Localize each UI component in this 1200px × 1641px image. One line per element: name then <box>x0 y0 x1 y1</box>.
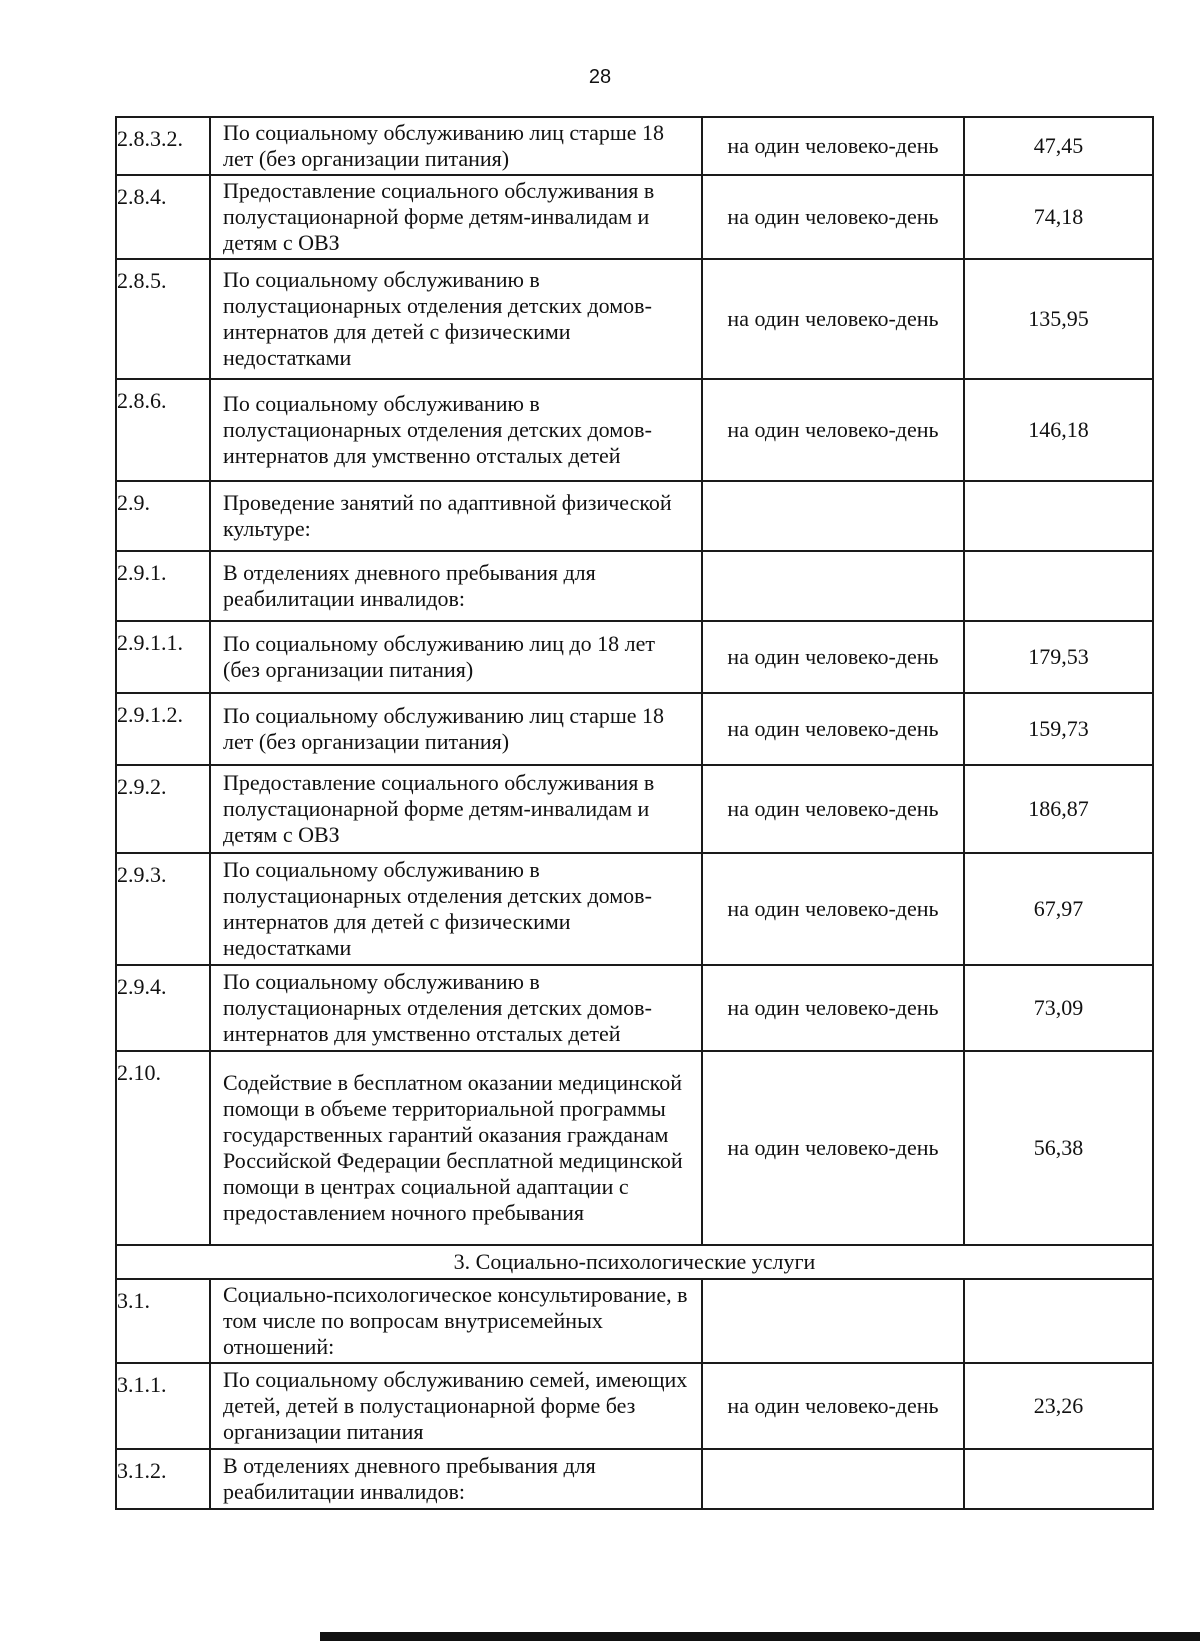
row-value: 135,95 <box>964 259 1153 379</box>
row-value: 179,53 <box>964 621 1153 693</box>
row-unit: на один человеко-день <box>702 175 964 259</box>
row-description: Содействие в бесплатном оказании медицинской помощи в объеме территориальной программы государственных гарантий оказания гражданам Российской Федерации бесплатной медицинской помощи в центрах социальной адаптации с предоставлением ночного пребывания <box>210 1051 702 1245</box>
row-number: 2.8.6. <box>116 379 210 481</box>
row-description: По социальному обслуживанию в полустационарных отделения детских домов-интернатов для детей с физическими недостатками <box>210 853 702 965</box>
row-description: Социально-психологическое консультирование, в том числе по вопросам внутрисемейных отношений: <box>210 1279 702 1363</box>
row-value <box>964 481 1153 551</box>
table-row <box>116 175 1153 259</box>
page-number: 28 <box>588 66 612 88</box>
row-description: По социальному обслуживанию лиц старше 18 лет (без организации питания) <box>210 693 702 765</box>
table-row <box>116 765 1153 853</box>
row-unit: на один человеко-день <box>702 965 964 1051</box>
row-description: По социальному обслуживанию в полустационарных отделения детских домов-интернатов для умственно отсталых детей <box>210 965 702 1051</box>
table-row <box>116 551 1153 621</box>
table-row <box>116 965 1153 1051</box>
row-unit: на один человеко-день <box>702 853 964 965</box>
row-unit: на один человеко-день <box>702 621 964 693</box>
table-row <box>116 117 1153 175</box>
row-value <box>964 551 1153 621</box>
row-number: 2.8.4. <box>116 175 210 259</box>
row-description: Проведение занятий по адаптивной физической культуре: <box>210 481 702 551</box>
table-row <box>116 853 1153 965</box>
row-number: 2.9.1.1. <box>116 621 210 693</box>
row-unit <box>702 551 964 621</box>
row-number: 3.1.1. <box>116 1363 210 1449</box>
table-row <box>116 1279 1153 1363</box>
row-number: 2.9.1. <box>116 551 210 621</box>
row-unit <box>702 481 964 551</box>
row-unit: на один человеко-день <box>702 693 964 765</box>
row-unit: на один человеко-день <box>702 765 964 853</box>
row-number: 2.10. <box>116 1051 210 1245</box>
table-row <box>116 1363 1153 1449</box>
row-unit: на один человеко-день <box>702 259 964 379</box>
row-unit: на один человеко-день <box>702 1051 964 1245</box>
row-value: 47,45 <box>964 117 1153 175</box>
row-unit <box>702 1449 964 1509</box>
row-value: 56,38 <box>964 1051 1153 1245</box>
section-title: 3. Социально-психологические услуги <box>116 1245 1153 1279</box>
row-number: 2.9.4. <box>116 965 210 1051</box>
row-description: По социальному обслуживанию лиц старше 18 лет (без организации питания) <box>210 117 702 175</box>
row-value: 186,87 <box>964 765 1153 853</box>
row-value: 74,18 <box>964 175 1153 259</box>
row-number: 3.1.2. <box>116 1449 210 1509</box>
row-value: 146,18 <box>964 379 1153 481</box>
row-number: 2.9.3. <box>116 853 210 965</box>
row-number: 2.8.5. <box>116 259 210 379</box>
tariff-table <box>115 116 1154 1510</box>
row-value: 159,73 <box>964 693 1153 765</box>
table-row <box>116 1051 1153 1245</box>
table-row <box>116 259 1153 379</box>
row-number: 2.9.2. <box>116 765 210 853</box>
row-value: 67,97 <box>964 853 1153 965</box>
row-description: В отделениях дневного пребывания для реабилитации инвалидов: <box>210 551 702 621</box>
row-value: 23,26 <box>964 1363 1153 1449</box>
scan-bottom-edge <box>320 1632 1200 1641</box>
section-header-row <box>116 1245 1153 1279</box>
row-description: Предоставление социального обслуживания в полустационарной форме детям-инвалидам и детям с ОВЗ <box>210 175 702 259</box>
row-number: 2.9.1.2. <box>116 693 210 765</box>
row-value <box>964 1449 1153 1509</box>
row-unit: на один человеко-день <box>702 1363 964 1449</box>
table-row <box>116 621 1153 693</box>
table-row <box>116 379 1153 481</box>
row-unit: на один человеко-день <box>702 379 964 481</box>
row-value: 73,09 <box>964 965 1153 1051</box>
table-row <box>116 1449 1153 1509</box>
row-description: Предоставление социального обслуживания в полустационарной форме детям-инвалидам и детям с ОВЗ <box>210 765 702 853</box>
table-row <box>116 481 1153 551</box>
row-number: 3.1. <box>116 1279 210 1363</box>
row-description: По социальному обслуживанию в полустационарных отделения детских домов-интернатов для умственно отсталых детей <box>210 379 702 481</box>
row-description: По социальному обслуживанию семей, имеющих детей, детей в полустационарной форме без организации питания <box>210 1363 702 1449</box>
row-unit: на один человеко-день <box>702 117 964 175</box>
row-description: По социальному обслуживанию в полустационарных отделения детских домов-интернатов для детей с физическими недостатками <box>210 259 702 379</box>
table-row <box>116 693 1153 765</box>
row-description: По социальному обслуживанию лиц до 18 лет (без организации питания) <box>210 621 702 693</box>
row-unit <box>702 1279 964 1363</box>
row-number: 2.8.3.2. <box>116 117 210 175</box>
row-value <box>964 1279 1153 1363</box>
row-description: В отделениях дневного пребывания для реабилитации инвалидов: <box>210 1449 702 1509</box>
row-number: 2.9. <box>116 481 210 551</box>
